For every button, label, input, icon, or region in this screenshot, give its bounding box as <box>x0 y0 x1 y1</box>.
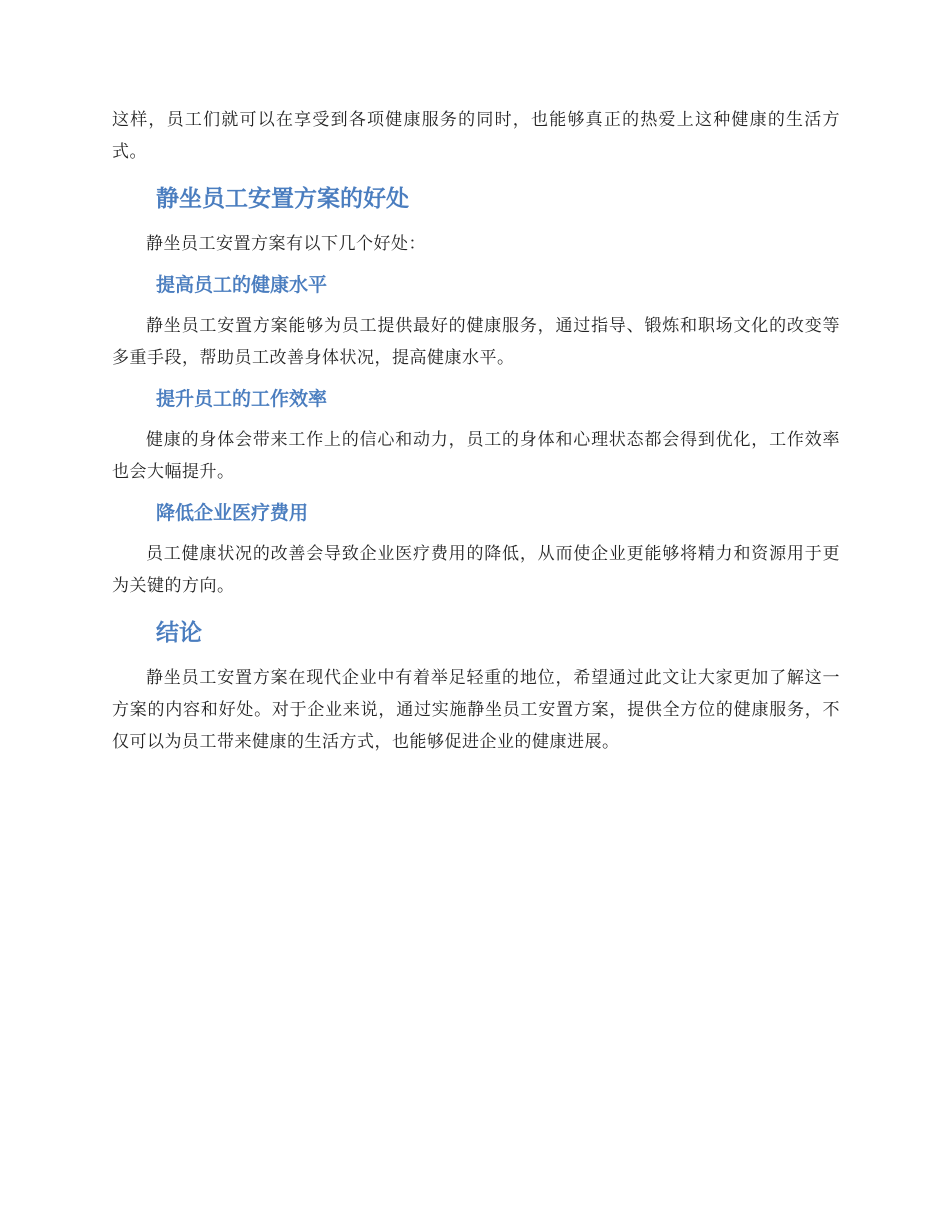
subheading-health-level: 提高员工的健康水平 <box>156 274 328 296</box>
section-heading-benefits: 静坐员工安置方案的好处 <box>156 186 409 212</box>
medical-costs-paragraph: 员工健康状况的改善会导致企业医疗费用的降低，从而使企业更能够将精力和资源用于更为关键的方向。 <box>112 544 840 596</box>
health-level-paragraph: 静坐员工安置方案能够为员工提供最好的健康服务，通过指导、锻炼和职场文化的改变等多重手段，帮助员工改善身体状况，提高健康水平。 <box>112 316 840 368</box>
benefits-paragraph: 静坐员工安置方案有以下几个好处： <box>146 234 426 254</box>
subheading-work-efficiency: 提升员工的工作效率 <box>156 388 328 410</box>
section-heading-conclusion: 结论 <box>156 620 202 646</box>
conclusion-paragraph: 静坐员工安置方案在现代企业中有着举足轻重的地位，希望通过此文让大家更加了解这一方案的内容和好处。对于企业来说，通过实施静坐员工安置方案，提供全方位的健康服务，不仅可以为员工带来健康的生活方式，也能够促进企业的健康进展。 <box>112 668 840 752</box>
intro-paragraph: 这样，员工们就可以在享受到各项健康服务的同时，也能够真正的热爱上这种健康的生活方式。 <box>112 110 840 162</box>
subheading-medical-costs: 降低企业医疗费用 <box>156 502 309 524</box>
document-body <box>112 104 840 758</box>
work-efficiency-paragraph: 健康的身体会带来工作上的信心和动力，员工的身体和心理状态都会得到优化，工作效率也会大幅提升。 <box>112 430 840 482</box>
